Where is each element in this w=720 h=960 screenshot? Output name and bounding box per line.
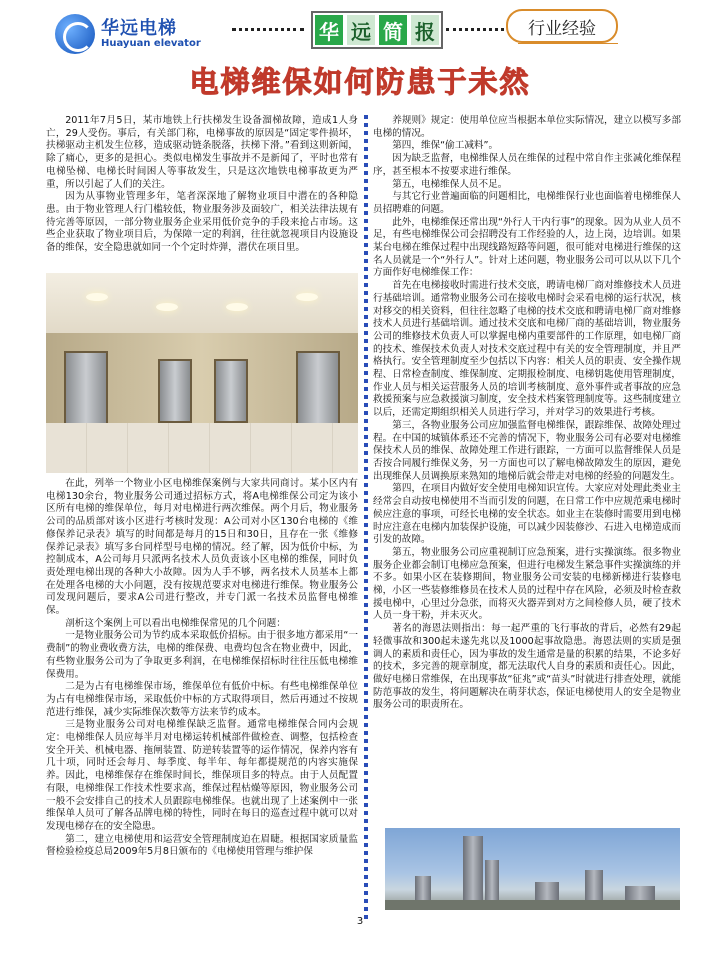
newsletter-char: 报 [411, 15, 439, 45]
article-title: 电梯维保如何防患于未然 [189, 65, 531, 99]
paragraph: 第四，在项目内做好安全使用电梯知识宣传。大家应对处理此类业主经常会自动按电梯使用不当而引发的问题，在日常工作中应规范乘电梯时候应注意的事项，可经长电梯的安全状态。如业主在装修时需要用到电梯时应注意在电梯内加装保护设施，可以减少因装修沙、石进入电梯造成而引发的故障。 [373, 483, 681, 546]
section-tag-underline [518, 43, 618, 44]
paragraph: 第三，各物业服务公司应加强监督电梯维保，跟踪维保、故障处理过程。在中国的城镇体系还不完善的情况下，物业服务公司有必要对电梯维保技术人员的维保、故障处理工作进行跟踪，一方面可以监督维保人员是否按合同履行维保义务，另一方面也可以了解电梯故障发生的原因，避免出现维保人员调换原来熟知的地梯后就会带走对电梯的经验的问题发生。 [373, 419, 681, 482]
header-dotted-divider [232, 28, 304, 31]
logo-english-name: Huayuan elevator [101, 38, 201, 49]
newsletter-char: 简 [379, 15, 407, 45]
huayuan-logo [55, 12, 235, 56]
paragraph: 第五，物业服务公司应重视制订应急预案，进行实操演练。很多物业服务企业都会制订电梯应急预案，但进行电梯发生紧急事件实操演练的并不多。如果小区在装修期间，物业服务公司安装的电梯新梯进行装修电梯，小区一些装修维修员在技术人员的过程中存在风险，必须及时检查救援电梯中，心里过分急张，而将灭火器弄到对方之间检修人员，硬了技术人员一身干粉，并未灭火。 [373, 546, 681, 622]
paragraph: 剖析这个案例上可以看出电梯维保常见的几个问题： [65, 617, 286, 629]
paragraph: 因为从事物业管理多年，笔者深深地了解物业项目中潜在的各种隐患。由于物业管理人行门槛较低，物业服务涉及面较广，相关法律法规有待完善等原因，一部分物业服务企业采用低价竞争的手段来抢占市场。这些企业获取了物业项目后，为保障一定的利润，往往就忽视项目内设施设备的维保，安全隐患就如同一个个定时炸弹，潜伏在项目里。 [46, 191, 358, 254]
paragraph: 三是物业服务公司对电梯维保缺乏监督。通常电梯维保合同内会规定：电梯维保人员应每半月对电梯运转机械部件做检查、调整，包括检查安全开关、机械电器、拖闸装置、防逆转装置等的运作情况，保养内容有几十项，同时还会每月、每季度、每半年、每年都提规范的内容实施保养。因此，电梯维保存在维保时间长，维保项目多的特点。由于人员配置有限，电梯维保工作技术性要求高，维保过程枯燥等原因，物业服务公司一般不会安排自己的技术人员跟踪电梯维保。也就出现了上述案例中一张维保单人员可了解各品牌电梯的特性，同时在每日的巡查过程中就可以对发现电梯存在的安全隐患。 [46, 719, 358, 832]
paragraph: 著名的海恩法则指出：每一起严重的飞行事故的背后，必然有29起轻微事故和300起未遂先兆以及1000起事故隐患。海恩法则的实质是强调人的素质和责任心，因为事故的发生通常是量的积累的结果，不论多好的技术，多完善的规章制度，都无法取代人自身的素质和责任心。因此，做好电梯日常维保，在出现事故“征兆”或“苗头”时就进行排查处理，就能防范事故的发生，将问题解决在萌芽状态，保证电梯使用人的安全是物业服务公司的职责所在。 [373, 623, 681, 711]
paragraph: 养规则》规定：使用单位应当根据本单位实际情况，建立以模写多部电梯的情况。 [373, 115, 681, 139]
city-skyline-photo [385, 828, 680, 910]
article-column-left-bottom [46, 478, 358, 859]
paragraph: 第四，维保“偷工减料”。 [392, 140, 499, 152]
elevator-lobby-photo [46, 273, 358, 473]
column-divider [364, 115, 368, 920]
paragraph: 因为缺乏监督，电梯维保人员在维保的过程中常自作主张减化维保程序，甚至根本不按要求进行维保。 [373, 153, 681, 177]
paragraph: 此外，电梯维保还常出现“外行人干内行事”的现象。因为从业人员不足，有些电梯维保公司会招聘没有工作经验的人，边上岗，边培训。如果某台电梯在维保过程中出现线路短路等问题，很可能对电梯进行维保的这名人员就是一个“外行人”。针对上述问题，物业服务公司可以从以下几个方面作好电梯维保工作： [373, 216, 681, 279]
header-dotted-divider [446, 28, 504, 31]
section-tag: 行业经验 [506, 9, 618, 43]
article-column-left-top [46, 115, 358, 255]
newsletter-char: 华 [315, 15, 343, 45]
article-column-right [373, 115, 681, 712]
logo-mark-icon [55, 14, 95, 54]
paragraph: 在此，列举一个物业小区电梯维保案例与大家共同商讨。某小区内有电梯130余台，物业服务公司通过招标方式，将A电梯维保公司定为该小区所有电梯的维保单位，每月对电梯进行两次维保。两个月后，物业服务公司的品质部对该小区进行考核时发现：A公司对小区130台电梯的《维修保养记录表》填写的时间都是每月的15日和30日，且存在一张《维修保养记录表》填写多台同样型号电梯的情况。经了解，因为低价中标，为控制成本，A公司每月只派两名技术人员负责该小区电梯的维保，同时负责处理电梯出现的各种大小故障。因为人手不够，两名技术人员基本上都在处理各电梯的大小问题，没有按规范要求对电梯进行维保。物业服务公司发现问题后，要求A公司进行整改，并专门派一名技术员监督电梯维保。 [46, 478, 358, 617]
paragraph: 2011年7月5日，某市地铁上行扶梯发生设备溜梯故障，造成1人身亡，29人受伤。事后，有关部门称，电梯事故的原因是“固定零件损坏，扶梯驱动主机发生位移，造成驱动链条脱落，扶梯下滑。”看到这则新闻，除了痛心，更多的是担心。类似电梯发生事故并不是新闻了，平时也常有电梯坠梯、电梯长时间困人等事故发生，只是这次地铁电梯事故更为严重，所以引起了人们的关注。 [46, 115, 358, 190]
page-number: 3 [356, 916, 364, 927]
page-header [0, 0, 720, 64]
paragraph: 与其它行业普遍面临的问题相比，电梯维保行业也面临着电梯维保人员招聘难的问题。 [373, 191, 681, 215]
newsletter-title-box [311, 11, 443, 49]
paragraph: 第二，建立电梯使用和运营安全管理制度迫在眉睫。根据国家质量监督检验检疫总局2009年5月8日颁布的《电梯使用管理与维护保 [46, 833, 358, 858]
newsletter-char: 远 [347, 15, 375, 45]
paragraph: 二是为占有电梯维保市场，维保单位有低价中标。有些电梯维保单位为占有电梯维保市场，采取低价中标的方式取得项目，然后再通过不按规范进行维保，减少实际维保次数等方法来节约成本。 [46, 681, 358, 718]
paragraph: 第五，电梯维保人员不足。 [392, 178, 508, 190]
paragraph: 一是物业服务公司为节约成本采取低价招标。由于很多地方都采用“一费制”的物业费收费方法，电梯的维保费、电费均包含在物业费中，因此，有些物业服务公司为了争取更多利润，在电梯维保招标时往往压低电梯维保费用。 [46, 630, 358, 680]
paragraph: 首先在电梯接收时需进行技术交底，聘请电梯厂商对维修技术人员进行基础培训。通常物业服务公司在接收电梯时会采看电梯的运行状况，核对移交的相关资料，但往往忽略了电梯的技术交底和聘请电梯厂商对维修技术人员进行基础培训。通过技术交底和电梯厂商的基础培训，物业服务公司的维修技术负责人可以掌握电梯内重要部件的工作原理，如电梯厂商的技术、维保技术负责人对技术交底过程中有关的安全管理制度，并且严格执行。安全管理制度至少包括以下内容：相关人员的职责、安全操作规程、日常检查制度、维保制度、定期报检制度、电梯钥匙使用管理制度，作业人员与相关运营服务人员的培训考核制度、意外事件或者事故的应急救援预案与应急救援演习制度，安全技术档案管理制度等。这些制度建立以后，还需定期组织相关人员进行学习，并对学习的效果进行考核。 [373, 280, 681, 419]
logo-chinese-name: 华远电梯 [101, 18, 177, 39]
